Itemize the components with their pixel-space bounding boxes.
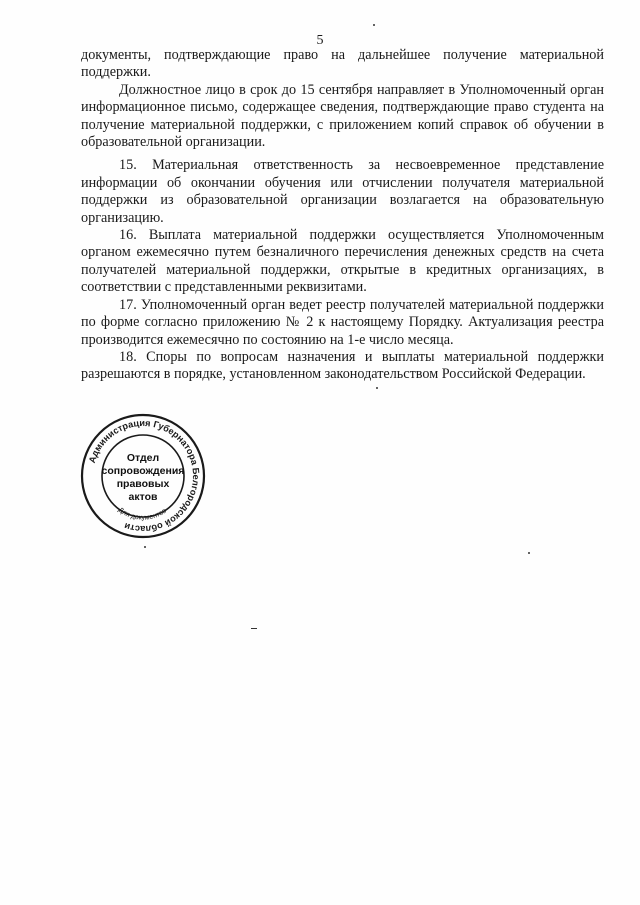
paragraph-item-16: 16. Выплата материальной поддержки осуществляется Уполномоченным органом ежемесячно путем безналичного перечисления денежных средств на счета получателей материальной поддержки, открытые в кредитных организациях, в соответствии с представленными реквизитами.	[81, 227, 604, 296]
page-number: 5	[316, 33, 324, 48]
stamp-inner-arc-text: Для документов	[116, 506, 168, 522]
stamp-center-line-4: актов	[128, 491, 158, 503]
scan-speck	[144, 546, 146, 548]
scan-speck	[373, 24, 375, 26]
scan-speck	[376, 387, 378, 389]
stamp-ring-text: Администрация Губернатора Белгородской области	[86, 417, 202, 535]
scan-speck	[251, 628, 257, 629]
stamp-center-line-2: сопровождения	[101, 465, 185, 477]
paragraph-official-letter: Должностное лицо в срок до 15 сентября направляет в Уполномоченный орган информационное письмо, содержащее сведения, подтверждающие право студента на получение материальной поддержки, с приложением копий справок об обучении в образовательной организации.	[81, 81, 604, 151]
document-body	[81, 47, 604, 384]
paragraph-item-17: 17. Уполномоченный орган ведет реестр получателей материальной поддержки по форме согласно приложению № 2 к настоящему Порядку. Актуализация реестра производится ежемесячно по состоянию на 1-е число месяца.	[81, 296, 604, 348]
paragraph-item-15: 15. Материальная ответственность за несвоевременное представление информации об окончании обучения или отчислении получателя материальной поддержки из образовательной организации возлагается на образовательную организацию.	[81, 157, 604, 226]
stamp-center-line-1: Отдел	[126, 452, 160, 464]
stamp-center-line-3: правовых	[116, 478, 170, 490]
official-stamp	[80, 413, 206, 539]
paragraph-continuation: документы, подтверждающие право на дальнейшее получение материальной поддержки.	[81, 47, 604, 81]
scan-speck	[528, 552, 530, 554]
paragraph-item-18: 18. Споры по вопросам назначения и выплаты материальной поддержки разрешаются в порядке, установленном законодательством Российской Федерации.	[81, 348, 604, 383]
